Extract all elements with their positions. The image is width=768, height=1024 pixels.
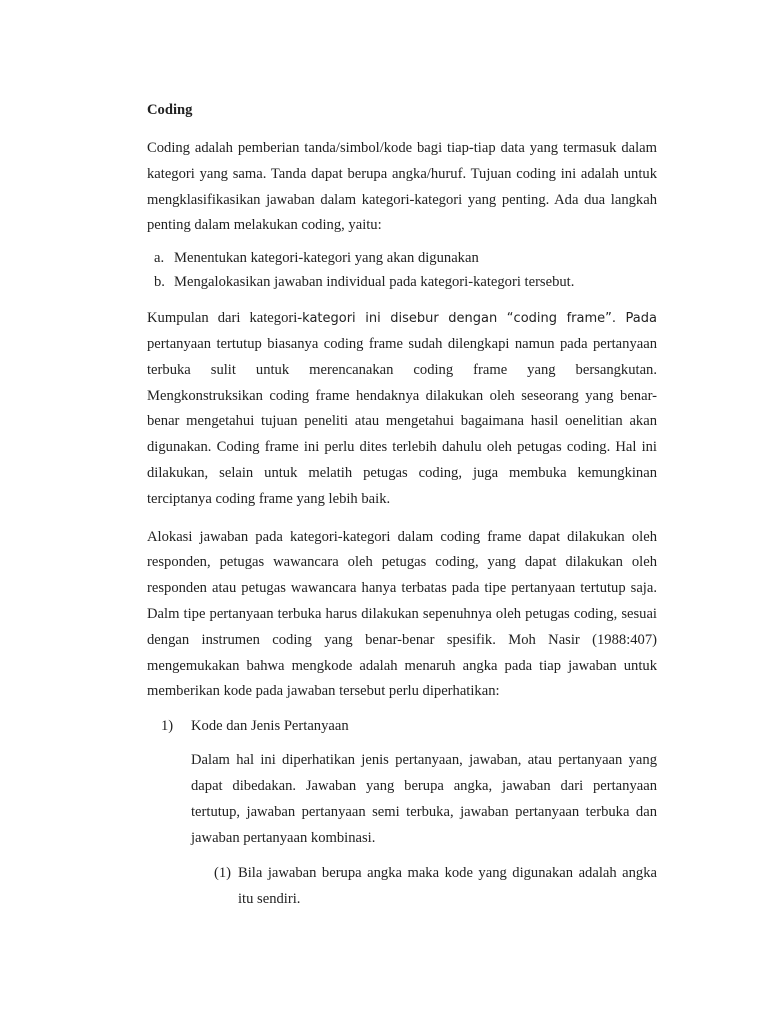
paragraph-coding-frame-start: Kumpulan dari kategori- <box>147 310 303 327</box>
list-item-text: Mengalokasikan jawaban individual pada kategori-kategori tersebut. <box>174 274 575 291</box>
paragraph-coding-frame-rest: pertanyaan tertutup biasanya coding frame sudah dilengkapi namun pada pertanyaan terbuka sulit untuk merencanakan coding frame yang bersangkutan. Mengkonstruksikan coding frame hendaknya dilakukan oleh seseorang yang benar-benar mengetahui tujuan peneliti atau mengetahui bagaimana hasil oenelitian akan digunakan. Coding frame ini perlu dites terlebih dahulu oleh petugas coding. Hal ini dilakukan, selain untuk melatih petugas coding, juga membuka kemungkinan terciptanya coding frame yang lebih baik. <box>147 335 657 507</box>
sub-item-marker: (1) <box>214 865 232 882</box>
paragraph-coding-frame <box>147 306 657 512</box>
list-item-text: Menentukan kategori-kategori yang akan digunakan <box>174 250 479 267</box>
list-marker: a. <box>154 250 165 267</box>
list-item <box>147 270 657 294</box>
list-marker: b. <box>154 274 165 291</box>
paragraph-allocation: Alokasi jawaban pada kategori-kategori dalam coding frame dapat dilakukan oleh responden, petugas wawancara oleh petugas coding, yang dapat dilakukan oleh responden atau petugas wawancara hanya terbatas pada tipe pertanyaan tertutup saja. Dalm tipe pertanyaan terbuka harus dilakukan sepenuhnya oleh petugas coding, sesuai dengan instrumen coding yang benar-benar spesifik. Moh Nasir (1988:407) mengemukakan bahwa mengkode adalah menaruh angka pada tiap jawaban untuk memberikan kode pada jawaban tersebut perlu diperhatikan: <box>147 528 657 700</box>
numbered-item-title: Kode dan Jenis Pertanyaan <box>191 718 349 735</box>
paragraph-coding-frame-sans: kategori ini disebur dengan “coding frame”. Pada <box>302 311 657 327</box>
numbered-item-paragraph: Dalam hal ini diperhatikan jenis pertanyaan, jawaban, atau pertanyaan yang dapat dibedakan. Jawaban yang berupa angka, jawaban dari pertanyaan tertutup, jawaban pertanyaan semi terbuka, jawaban pertanyaan terbuka dan jawaban pertanyaan kombinasi. <box>191 752 657 846</box>
paragraph-definition: Coding adalah pemberian tanda/simbol/kode bagi tiap-tiap data yang termasuk dalam kategori yang sama. Tanda dapat berupa angka/huruf. Tujuan coding ini adalah untuk mengklasifikasikan jawaban dalam kategori-kategori yang penting. Ada dua langkah penting dalam melakukan coding, yaitu: <box>147 140 657 234</box>
document-page <box>147 99 657 913</box>
steps-list <box>147 246 657 294</box>
list-item <box>147 246 657 270</box>
sub-item-text: Bila jawaban berupa angka maka kode yang digunakan adalah angka itu sendiri. <box>238 865 657 908</box>
sub-item <box>214 861 657 913</box>
numbered-item-marker: 1) <box>161 718 174 735</box>
section-heading: Coding <box>147 102 193 118</box>
numbered-item <box>161 714 657 738</box>
